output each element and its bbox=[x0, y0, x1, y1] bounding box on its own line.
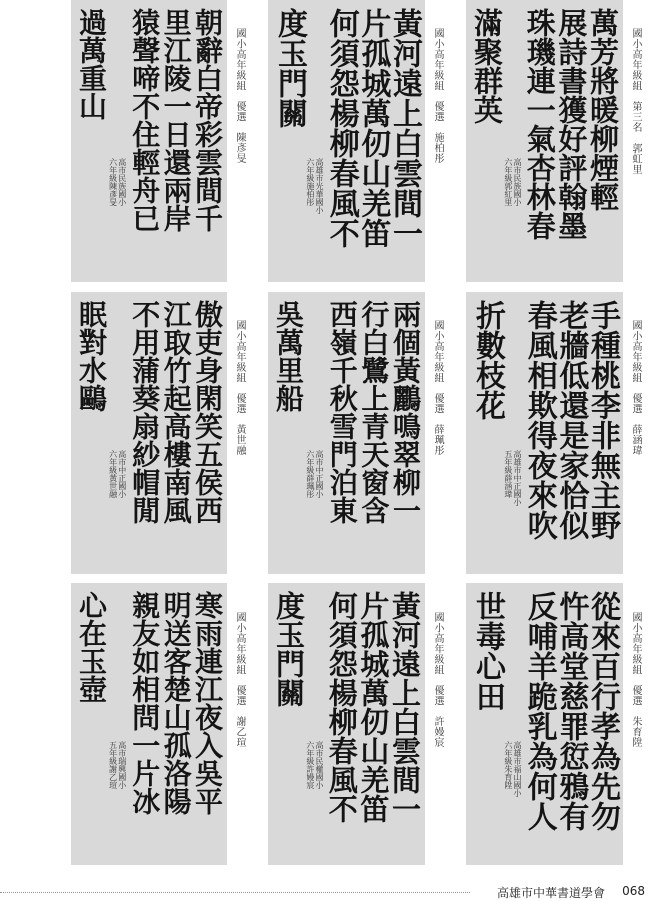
calligraphy-column: 片孤城萬仞山羌笛 bbox=[356, 591, 391, 823]
footer-title: 高雄市中華書道學會 bbox=[496, 886, 605, 900]
artwork-panel bbox=[268, 583, 425, 865]
artist-inscription bbox=[306, 450, 324, 568]
inscription-line: 高市中正國小 bbox=[117, 450, 127, 498]
artist-inscription bbox=[108, 158, 126, 276]
inscription-line: 高雄市光華國小 bbox=[315, 158, 325, 214]
calligraphy-column: 度玉門關 bbox=[272, 8, 307, 128]
artwork-panel bbox=[466, 583, 623, 865]
caption bbox=[630, 612, 640, 748]
calligraphy-column: 猿聲啼不住輕舟已 bbox=[128, 8, 162, 232]
calligraphy-column: 西嶺千秋雪門泊東 bbox=[325, 300, 359, 524]
caption-name: 施柏彤 bbox=[432, 132, 443, 164]
calligraphy-columns bbox=[272, 591, 422, 859]
calligraphy-columns bbox=[470, 300, 620, 568]
artwork-panel bbox=[268, 292, 425, 574]
calligraphy-column: 明送客楚山孤洛陽 bbox=[159, 591, 193, 815]
caption-name: 郭虹里 bbox=[630, 142, 641, 174]
artwork-panel bbox=[71, 292, 227, 574]
calligraphy-column: 不用蒲葵扇紗帽閒 bbox=[128, 300, 162, 524]
calligraphy-column: 心在玉壺 bbox=[75, 591, 108, 703]
calligraphy-column: 寒雨連江夜入吳平 bbox=[191, 591, 224, 815]
caption-rank: 優選 bbox=[234, 393, 245, 414]
caption-group: 國小高年級組 bbox=[234, 28, 245, 91]
calligraphy-column: 里江陵一日還兩岸 bbox=[159, 8, 193, 232]
artwork-panel bbox=[71, 583, 227, 865]
artist-inscription bbox=[504, 450, 522, 568]
inscription-line: 高市中正國小 bbox=[315, 450, 325, 498]
caption bbox=[234, 320, 244, 456]
caption-group: 國小高年級組 bbox=[432, 320, 443, 383]
calligraphy-column: 黃河遠上白雲間一 bbox=[388, 591, 422, 823]
calligraphy-columns bbox=[470, 8, 620, 276]
caption-rank: 第三名 bbox=[630, 101, 641, 133]
caption bbox=[432, 612, 442, 748]
inscription-line: 高雄市福山國小 bbox=[513, 741, 523, 797]
calligraphy-column: 行白鷺上青天窗含 bbox=[357, 300, 391, 524]
artist-inscription bbox=[306, 741, 324, 859]
artwork-panel bbox=[71, 0, 227, 282]
calligraphy-column: 江取竹起高樓南風 bbox=[159, 300, 193, 524]
calligraphy-column: 春風相欺得夜來吹 bbox=[521, 300, 557, 540]
calligraphy-column: 折數枝花 bbox=[470, 300, 505, 420]
artwork-panel bbox=[466, 0, 623, 282]
inscription-line: 高市民權國小 bbox=[315, 741, 325, 789]
calligraphy-column: 手種桃李非無主野 bbox=[585, 300, 620, 540]
caption-rank: 優選 bbox=[432, 101, 443, 122]
caption-group: 國小高年級組 bbox=[432, 28, 443, 91]
caption bbox=[630, 320, 640, 456]
caption-group: 國小高年級組 bbox=[234, 612, 245, 675]
artwork-panel bbox=[466, 292, 623, 574]
caption-rank: 優選 bbox=[432, 685, 443, 706]
calligraphy-column: 親友如相問一片冰 bbox=[128, 591, 162, 815]
calligraphy-columns bbox=[470, 591, 620, 859]
caption-rank: 優選 bbox=[234, 685, 245, 706]
caption-rank: 優選 bbox=[630, 393, 641, 414]
inscription-line: 六年級陳彥旻 bbox=[108, 158, 118, 206]
caption bbox=[234, 28, 244, 164]
calligraphy-columns bbox=[75, 8, 224, 276]
calligraphy-column: 片孤城萬仞山羌笛 bbox=[355, 8, 391, 248]
calligraphy-columns bbox=[272, 300, 422, 568]
inscription-line: 六年級施柏彤 bbox=[305, 158, 315, 206]
calligraphy-column: 忤高堂慈罪愆鴉有 bbox=[553, 591, 589, 831]
caption-rank: 優選 bbox=[630, 685, 641, 706]
caption-name: 朱育陞 bbox=[630, 716, 641, 748]
caption-name: 薛珮彤 bbox=[432, 424, 443, 456]
page-number: 068 bbox=[622, 884, 645, 898]
calligraphy-column: 兩個黃鸝鳴翠柳一 bbox=[389, 300, 422, 524]
calligraphy-columns bbox=[75, 300, 224, 568]
calligraphy-column: 滿聚群英 bbox=[470, 8, 504, 124]
calligraphy-column: 萬芳將暖柳煙輕 bbox=[586, 8, 620, 211]
caption-group: 國小高年級組 bbox=[630, 612, 641, 675]
calligraphy-column: 眠對水鷗 bbox=[75, 300, 108, 412]
artist-inscription bbox=[108, 741, 126, 859]
caption-group: 國小高年級組 bbox=[432, 612, 443, 675]
calligraphy-column: 珠璣連一氣杏林春 bbox=[522, 8, 557, 240]
inscription-line: 高市民族國小 bbox=[513, 158, 523, 206]
inscription-line: 高市瑞興國小 bbox=[117, 741, 127, 789]
calligraphy-column: 朝辭白帝彩雲間千 bbox=[191, 8, 224, 232]
calligraphy-column: 展詩書獲好評翰墨 bbox=[554, 8, 589, 240]
caption-name: 薛涵瑋 bbox=[630, 424, 641, 456]
caption bbox=[432, 320, 442, 456]
calligraphy-column: 傲吏身閑笑五侯西 bbox=[191, 300, 224, 524]
calligraphy-columns bbox=[75, 591, 224, 859]
calligraphy-column: 世毒心田 bbox=[470, 591, 505, 711]
inscription-line: 高雄市中正國小 bbox=[513, 450, 523, 506]
inscription-line: 六年級薛珮彤 bbox=[305, 450, 315, 498]
inscription-line: 六年級許嫚宸 bbox=[305, 741, 315, 789]
calligraphy-column: 何須怨楊柳春風不 bbox=[324, 591, 359, 823]
artist-inscription bbox=[504, 158, 522, 276]
caption-group: 國小高年級組 bbox=[234, 320, 245, 383]
inscription-line: 高市民族國小 bbox=[117, 158, 127, 206]
caption-group: 國小高年級組 bbox=[630, 28, 641, 91]
calligraphy-column: 黃河遠上白雲間一 bbox=[387, 8, 422, 248]
calligraphy-columns bbox=[272, 8, 422, 276]
caption-group: 國小高年級組 bbox=[630, 320, 641, 383]
caption bbox=[234, 612, 244, 748]
calligraphy-column: 吳萬里船 bbox=[272, 300, 305, 412]
caption-name: 陳彥旻 bbox=[234, 132, 245, 164]
caption-name: 許嫚宸 bbox=[432, 716, 443, 748]
calligraphy-column: 度玉門關 bbox=[272, 591, 306, 707]
artist-inscription bbox=[306, 158, 324, 276]
artist-inscription bbox=[504, 741, 522, 859]
calligraphy-column: 老牆低還是家恰似 bbox=[553, 300, 589, 540]
caption bbox=[630, 28, 640, 174]
artist-inscription bbox=[108, 450, 126, 568]
caption bbox=[432, 28, 442, 164]
inscription-line: 六年級郭紅里 bbox=[503, 158, 513, 206]
calligraphy-column: 過萬重山 bbox=[75, 8, 108, 120]
calligraphy-column: 何須怨楊柳春風不 bbox=[323, 8, 359, 248]
calligraphy-column: 從來百行孝為先勿 bbox=[585, 591, 620, 831]
inscription-line: 五年級薛涵瑋 bbox=[503, 450, 513, 498]
inscription-line: 五年級謝乙瑄 bbox=[108, 741, 118, 789]
inscription-line: 六年級朱育陞 bbox=[503, 741, 513, 789]
artwork-panel bbox=[268, 0, 425, 282]
caption-rank: 優選 bbox=[234, 101, 245, 122]
page-footer bbox=[0, 882, 649, 900]
inscription-line: 六年級黃世融 bbox=[108, 450, 118, 498]
caption-name: 謝乙瑄 bbox=[234, 716, 245, 748]
caption-rank: 優選 bbox=[432, 393, 443, 414]
calligraphy-column: 反哺羊跪乳為何人 bbox=[521, 591, 557, 831]
footer-divider bbox=[0, 892, 470, 893]
caption-name: 黃世融 bbox=[234, 424, 245, 456]
